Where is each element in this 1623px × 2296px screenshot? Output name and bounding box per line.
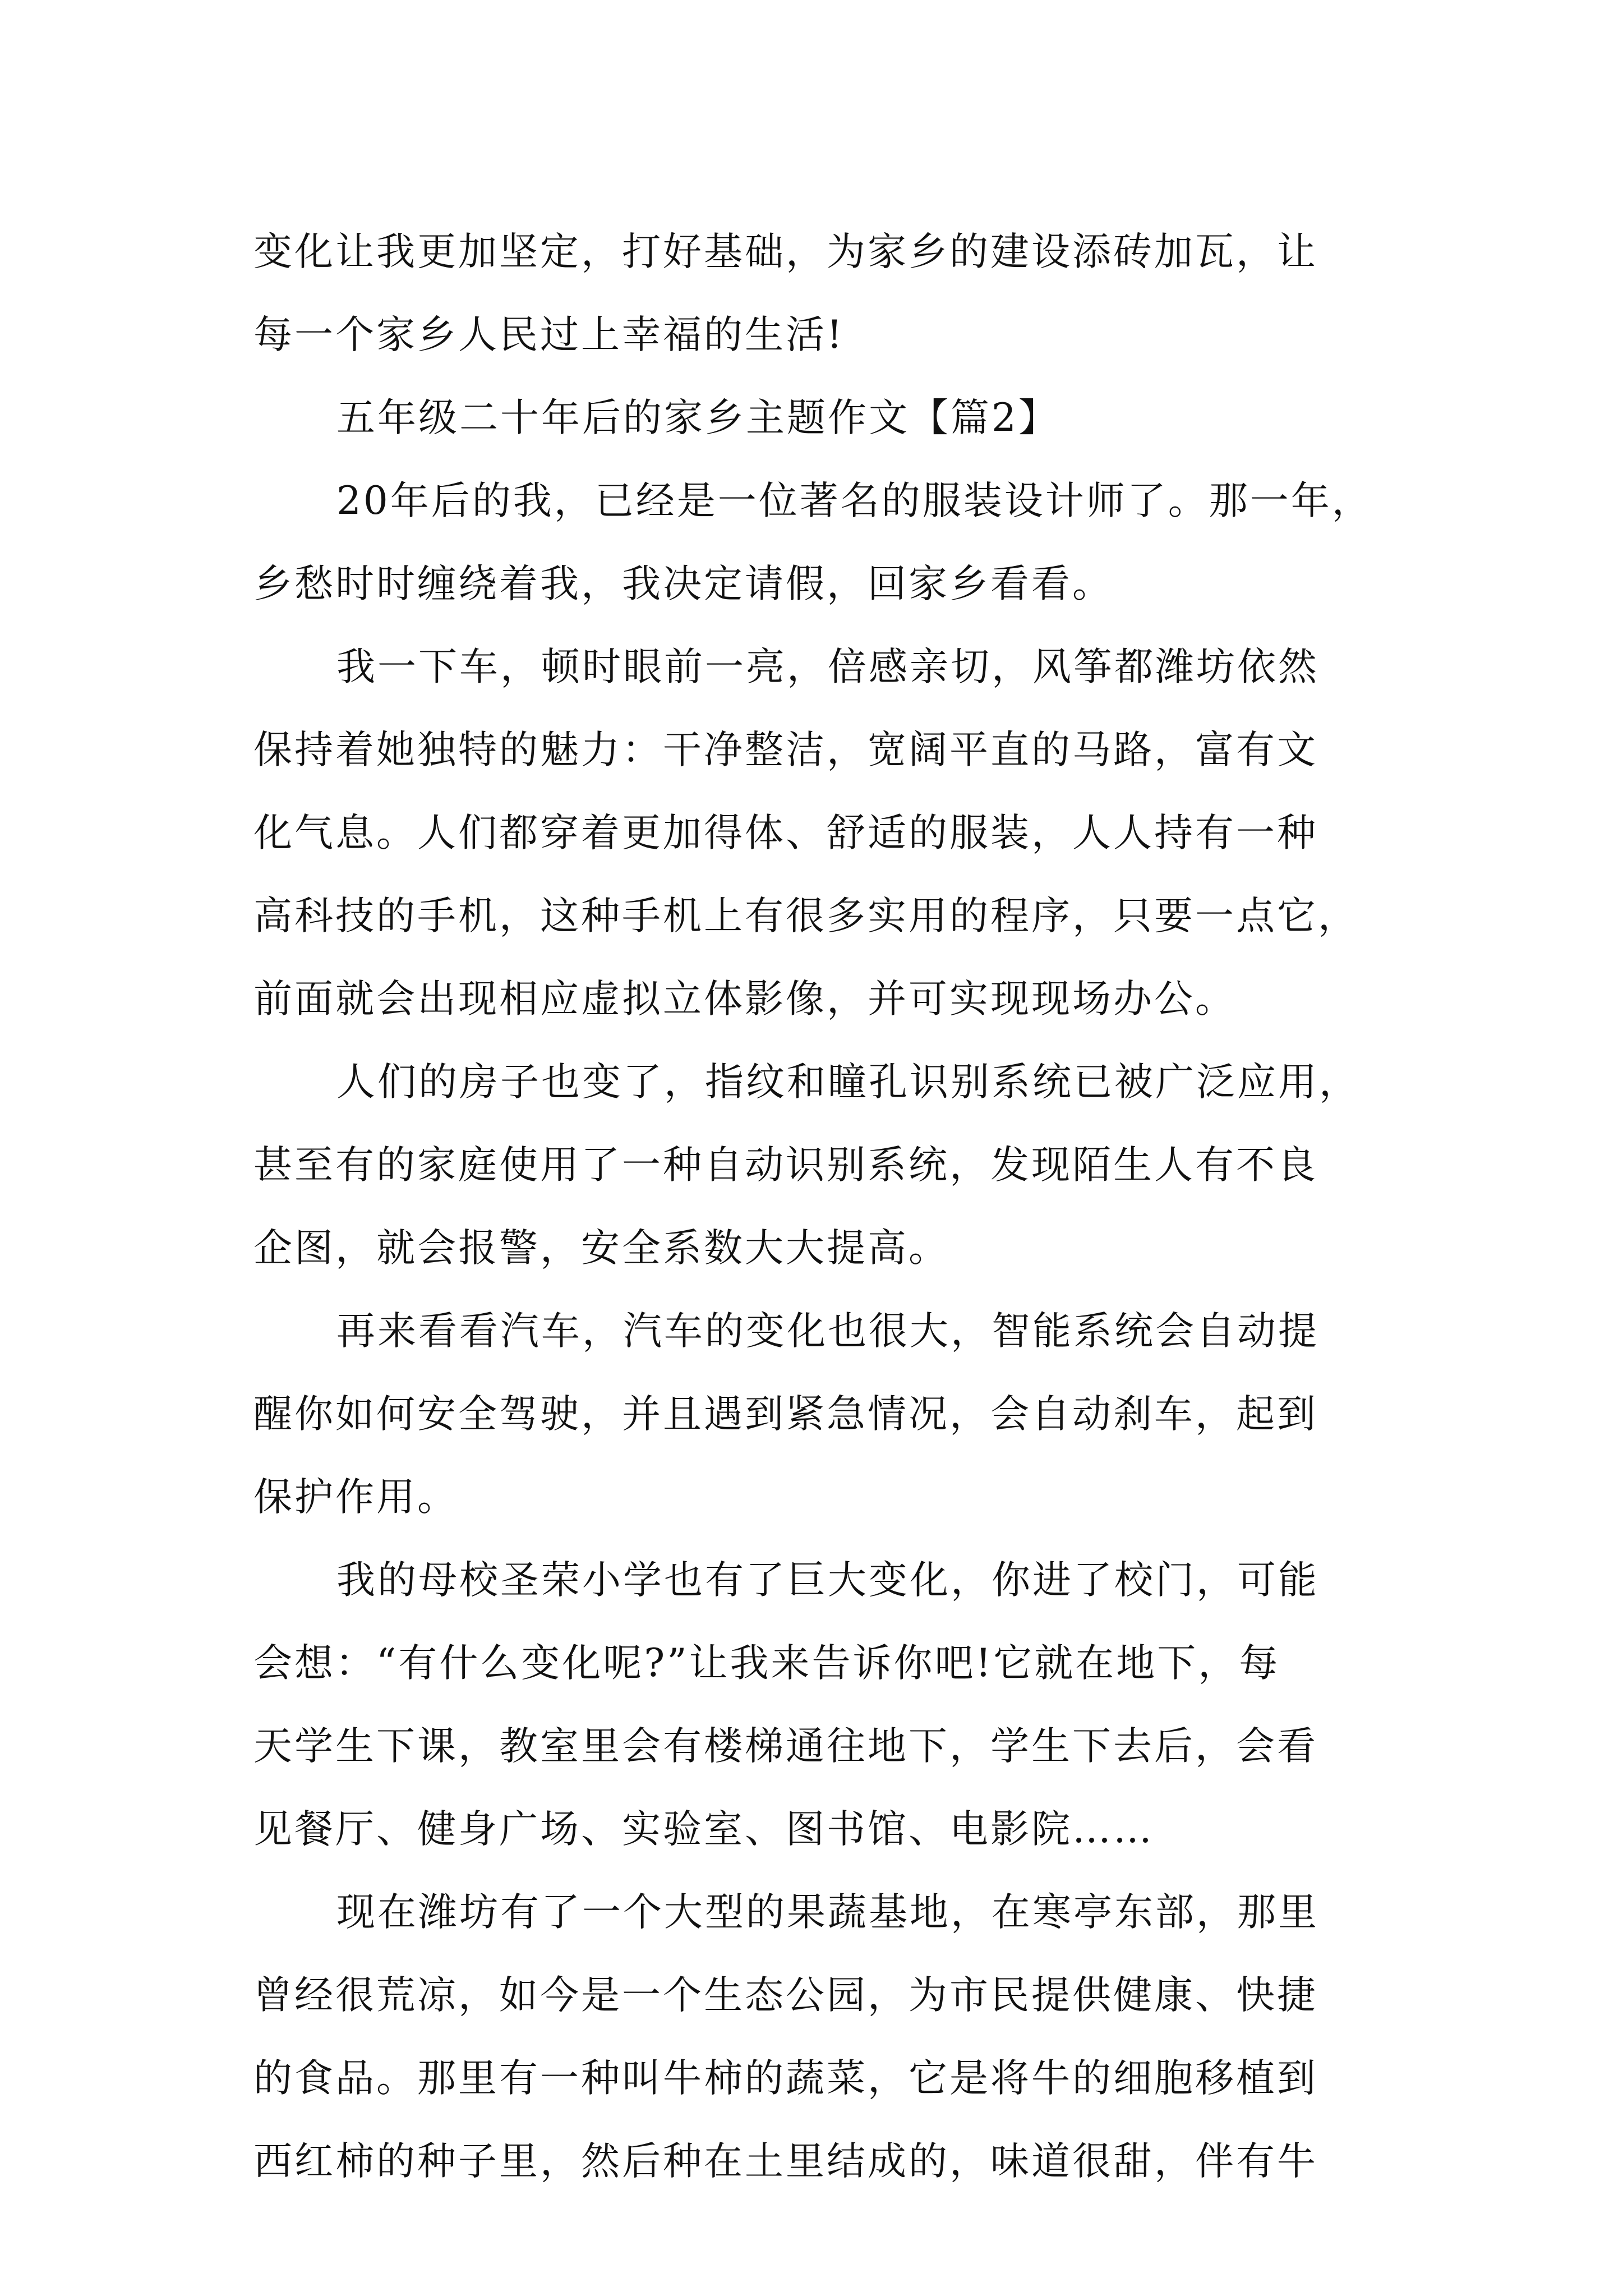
text-line: 醒你如何安全驾驶，并且遇到紧急情况，会自动刹车，起到 — [253, 1392, 1318, 1437]
text-line: 再来看看汽车，汽车的变化也很大，智能系统会自动提 — [336, 1309, 1319, 1354]
text-line: 的食品。那里有一种叫牛柿的蔬菜，它是将牛的细胞移植到 — [253, 2056, 1318, 2101]
text-line: 高科技的手机，这种手机上有很多实用的程序，只要一点它， — [253, 894, 1359, 938]
section-heading: 五年级二十年后的家乡主题作文【篇2】 — [336, 395, 1059, 440]
text-line: 企图，就会报警，安全系数大大提高。 — [253, 1226, 949, 1271]
text-line: 人们的房子也变了，指纹和瞳孔识别系统已被广泛应用， — [336, 1060, 1360, 1105]
text-line: 现在潍坊有了一个大型的果蔬基地，在寒亭东部，那里 — [336, 1890, 1319, 1935]
text-line: 西红柿的种子里，然后种在土里结成的，味道很甜，伴有牛 — [253, 2139, 1318, 2184]
text-line: 每一个家乡人民过上幸福的生活! — [253, 312, 845, 357]
text-line: 保持着她独特的魅力：干净整洁，宽阔平直的马路，富有文 — [253, 728, 1318, 772]
text-line: 乡愁时时缠绕着我，我决定请假，回家乡看看。 — [253, 562, 1113, 606]
essay-body — [253, 210, 1375, 2203]
text-line: 前面就会出现相应虚拟立体影像，并可实现现场办公。 — [253, 977, 1236, 1022]
text-line: 我一下车，顿时眼前一亮，倍感亲切，风筝都潍坊依然 — [336, 645, 1319, 689]
text-line: 我的母校圣荣小学也有了巨大变化，你进了校门，可能 — [336, 1558, 1319, 1603]
text-line: 保护作用。 — [253, 1475, 458, 1520]
text-line: 变化让我更加坚定，打好基础，为家乡的建设添砖加瓦，让 — [253, 229, 1318, 274]
text-line: 甚至有的家庭使用了一种自动识别系统，发现陌生人有不良 — [253, 1143, 1318, 1188]
text-line: 会想：“有什么变化呢?”让我来告诉你吧!它就在地下，每 — [253, 1641, 1280, 1686]
text-line: 见餐厅、健身广场、实验室、图书馆、电影院…… — [253, 1807, 1154, 1852]
text-line: 天学生下课，教室里会有楼梯通往地下，学生下去后，会看 — [253, 1724, 1318, 1769]
text-line: 20年后的我，已经是一位著名的服装设计师了。那一年， — [336, 478, 1373, 523]
text-line: 曾经很荒凉，如今是一个生态公园，为市民提供健康、快捷 — [253, 1973, 1318, 2018]
text-line: 化气息。人们都穿着更加得体、舒适的服装，人人持有一种 — [253, 811, 1318, 855]
